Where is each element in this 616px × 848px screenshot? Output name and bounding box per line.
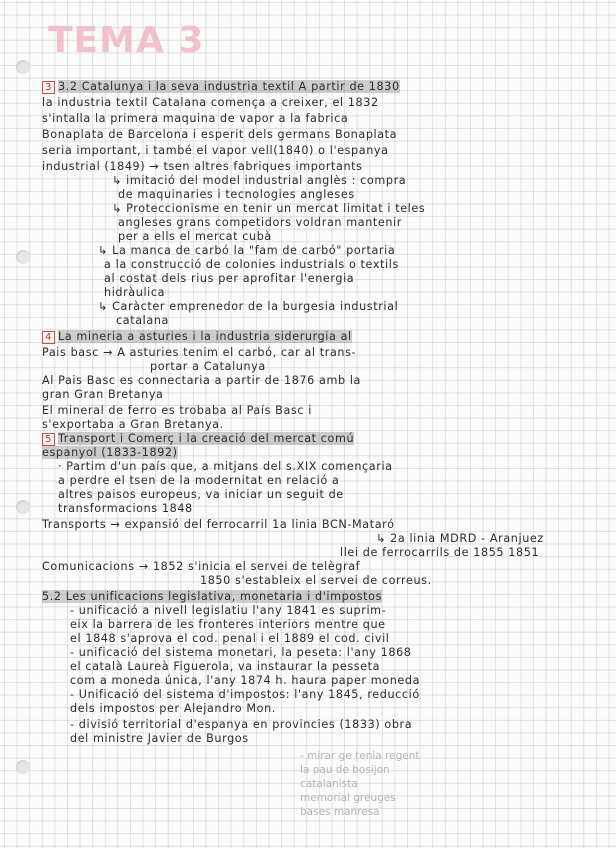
binder-hole [16,760,30,774]
note-text: al costat dels rius per aprofitar l'energia [104,272,355,285]
section-number: 3 [42,81,55,94]
note-text: dels impostos per Alejandro Mon. [70,702,276,715]
note-line [42,446,584,459]
note-text: Pais basc → A asturies tenim el carbó, car al trans- [42,346,357,359]
pencil-note: catalanista [300,778,358,790]
note-line [150,360,584,373]
pencil-note: la pau de bosijon [300,764,390,776]
note-text: portar a Catalunya [150,360,266,373]
note-text: Comunicacions → 1852 s'inicia el servei de telègraf [42,560,361,573]
note-line [70,660,584,673]
note-line [42,330,584,344]
note-line [58,488,584,501]
note-text: seria important, i també el vapor vell(1840) o l'espanya [42,144,389,157]
pencil-note: bases manresa [300,806,380,818]
note-line [98,244,584,257]
note-text: llei de ferrocarrils de 1855 1851 [340,546,540,559]
note-line [42,96,584,109]
note-line [42,590,584,603]
note-line [42,418,584,431]
note-line [118,216,584,229]
note-line [112,202,584,215]
note-text: El mineral de ferro es trobaba al País Basc i [42,404,312,417]
note-line [42,112,584,125]
note-line [42,432,584,446]
note-text: Al Pais Basc es connectaria a partir de 1876 amb la [42,374,361,387]
note-text: altres paisos europeus, va iniciar un seguit de [58,488,344,501]
binder-hole [16,250,30,264]
note-line [42,374,584,387]
binder-hole [16,500,30,514]
note-line [70,688,584,701]
note-line [42,80,584,94]
note-text: espanyol (1833-1892) [42,446,178,459]
note-text: Bonaplata de Barcelona i esperit dels germans Bonaplata [42,128,398,141]
note-text: industrial (1849) → tsen altres fabriques importants [42,160,363,173]
note-line [70,632,584,645]
note-line [112,174,584,187]
note-line [42,160,584,173]
note-line [70,718,584,731]
note-line [58,474,584,487]
note-text: La mineria a asturies i la industria siderurgia al [57,330,352,343]
note-text: eix la barrera de les fronteres interiors mentre que [70,618,386,631]
note-line [200,574,584,587]
note-line [340,546,584,559]
note-text: - unificació a nivell legislatiu l'any 1841 es suprim- [70,604,387,617]
note-line [42,388,584,401]
note-line [116,314,584,327]
note-text: ↳ La manca de carbó la "fam de carbó" portaria [98,244,396,257]
note-line [42,404,584,417]
note-line [104,286,584,299]
note-line [104,272,584,285]
section-number: 4 [42,331,55,344]
note-text: Transports → expansió del ferrocarril 1a linia BCN-Mataró [42,518,395,531]
note-line [58,460,584,473]
note-text: ↳ imitació del model industrial anglès : compra [112,174,407,187]
note-text: - unificació del sistema monetari, la peseta: l'any 1868 [70,646,412,659]
note-text: · Partim d'un país que, a mitjans del s.XIX començaria [58,460,393,473]
note-text: Transport i Comerç i la creació del mercat comú [57,432,355,445]
note-line [42,128,584,141]
note-line [118,188,584,201]
note-text: per a ells el mercat cubà [118,230,272,243]
note-text: a la construcció de colonies industrials o textils [104,258,399,271]
note-text: - divisió territorial d'espanya en provincies (1833) obra [70,718,413,731]
note-text: ↳ Proteccionisme en tenir un mercat limitat i teles [112,202,426,215]
note-line [70,646,584,659]
note-line [104,258,584,271]
note-text: ↳ 2a linia MDRD - Aranjuez [376,532,544,545]
note-text: 1850 s'estableix el servei de correus. [200,574,432,587]
pencil-note: - mirar ge tenia regent [300,750,420,762]
note-line [118,230,584,243]
note-text: el 1848 s'aprova el cod. penal i el 1889 el cod. civil [70,632,390,645]
note-line [70,674,584,687]
note-text: a perdre el tsen de la modernitat en relació a [58,474,340,487]
note-text: s'intalla la primera maquina de vapor a la fabrica [42,112,349,125]
note-line [70,702,584,715]
pencil-note: memorial greuges [300,792,396,804]
note-text: de maquinaries i tecnologies angleses [118,188,355,201]
note-line [376,532,584,545]
note-line [70,732,584,745]
note-text: transformacions 1848 [58,502,193,515]
note-text: el català Laureà Figuerola, va instaurar la pesseta [70,660,381,673]
note-line [98,300,584,313]
note-line [42,144,584,157]
note-text: ↳ Caràcter emprenedor de la burgesia industrial [98,300,399,313]
binder-hole [16,60,30,74]
note-line [42,346,584,359]
note-text: com a moneda única, l'any 1874 h. haura paper moneda [70,674,421,687]
note-text: - Unificació del sistema d'impostos: l'any 1845, reducció [70,688,420,701]
note-line [42,560,584,573]
section-number: 5 [42,433,55,446]
note-line [42,518,584,531]
note-text: gran Gran Bretanya [42,388,164,401]
note-line [70,618,584,631]
note-text: 5.2 Les unificacions legislativa, monetaria i d'impostos [42,590,383,603]
note-text: la industria textil Catalana comença a creixer, el 1832 [42,96,379,109]
note-text: angleses grans competidors voldran mantenir [118,216,402,229]
note-text: 3.2 Catalunya i la seva industria textil A partir de 1830 [57,80,400,93]
note-text: catalana [116,314,169,327]
note-line [70,604,584,617]
page-title: TEMA 3 [48,20,205,61]
note-text: del ministre Javier de Burgos [70,732,249,745]
note-text: hidràulica [104,286,166,299]
note-line [58,502,584,515]
note-text: s'exportaba a Gran Bretanya. [42,418,224,431]
